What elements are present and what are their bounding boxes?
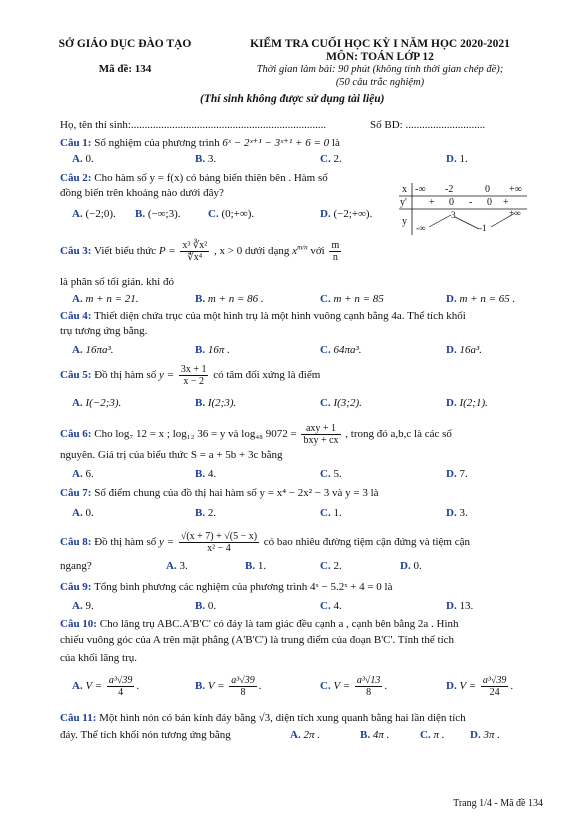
question-1 — [60, 136, 340, 149]
page-footer: Trang 1/4 - Mã đề 134 — [453, 798, 543, 809]
question-3-line-2: là phân số tối giản. khi đó — [60, 276, 174, 288]
question-count: (50 câu trắc nghiệm) — [335, 77, 425, 88]
student-name-field: Họ, tên thí sinh:....................................................................... — [60, 119, 327, 131]
exam-code: Mã đề: 134 — [98, 63, 152, 75]
question-10-line-2: chiếu vuông góc của A trên mặt phẳng (A'B'C') là trung điểm của đoạn B'C'. Tính thể tích — [60, 634, 455, 646]
exam-time: Thời gian làm bài: 90 phút (không tính thời gian chép đề); — [256, 64, 504, 75]
answer-b: B. m + n = 86 . — [195, 293, 264, 305]
table-derivative-sign: - — [469, 197, 473, 208]
answer-b: B. 16π . — [195, 344, 230, 356]
answer-b: B. 4. — [195, 468, 217, 480]
department-name: SỞ GIÁO DỤC ĐÀO TẠO — [58, 38, 192, 50]
student-id-field: Số BD: ............................. — [370, 119, 486, 131]
answer-a: A. (−2;0). — [72, 208, 116, 220]
question-text: Số nghiệm của phương trình — [94, 137, 220, 149]
table-x-value: -2 — [445, 184, 454, 195]
answer-b: B. I(2;3). — [195, 397, 237, 409]
table-x-value: 0 — [485, 184, 490, 195]
table-derivative-sign: 0 — [449, 197, 454, 208]
answer-c: C. 4. — [320, 600, 342, 612]
answer-a: A. 9. — [72, 600, 94, 612]
answer-c: C. V = $\frac{\text{a³√13}}{8}$ . — [320, 675, 388, 698]
answer-c: C. 2. — [320, 560, 342, 572]
table-derivative-sign: 0 — [487, 197, 492, 208]
subject-title: MÔN: TOÁN LỚP 12 — [326, 51, 434, 63]
question-3: Câu 3: Viết biểu thức P = $\frac{\text{x³ ∛x²}}{\text{∜x⁴}}$ , x > 0 dưới dạng $x^{m/n}$ với $\frac{m}{n}$ — [60, 240, 340, 263]
question-label: Câu 1: — [60, 137, 92, 149]
question-2-line-2: đồng biến trên khoảng nào dưới đây? — [60, 187, 224, 199]
answer-a: A. 0. — [72, 153, 94, 165]
answer-a: A. m + n = 21. — [72, 293, 139, 305]
question-6-line-2: nguyên. Giá trị của biểu thức S = a + 5b + 3c bằng — [60, 449, 283, 461]
function-fraction: $\frac{3x + 1}{x - 2}$ — [180, 364, 207, 387]
table-y-value: 3 — [451, 210, 456, 220]
answer-c: C. 64πa³. — [320, 344, 362, 356]
question-11: Câu 11: Một hình nón có bán kính đáy bằng √3, diện tích xung quanh bằng hai lần diện tích — [60, 712, 466, 724]
log-fraction: $\frac{\text{axy + 1}}{\text{bxy + cx}}$ — [303, 423, 339, 446]
answer-a: A. 0. — [72, 507, 94, 519]
question-6: Câu 6: Cho log₇ 12 = x ; log₁₂ 36 = y và log₄₈ 9072 = $\frac{\text{axy + 1}}{\text{bxy + cx}}$ , trong đó a,b,c là các số — [60, 423, 452, 446]
question-9: Câu 9: Tổng bình phương các nghiệm của phương trình 4ˣ − 5.2ˣ + 4 = 0 là — [60, 581, 393, 593]
answer-c: C. m + n = 85 — [320, 293, 384, 305]
answer-c: C. 1. — [320, 507, 342, 519]
answer-c: C. (0;+∞). — [208, 208, 255, 220]
exponent-fraction: $\frac{m}{n}$ — [331, 240, 340, 263]
table-y-value: -∞ — [416, 223, 426, 233]
exam-title: KIỂM TRA CUỐI HỌC KỲ I NĂM HỌC 2020-2021 — [250, 38, 510, 50]
answer-b: B. 2. — [195, 507, 217, 519]
answer-b: B. V = $\frac{\text{a³√39}}{8}$ . — [195, 675, 262, 698]
question-2: Câu 2: Cho hàm số y = f(x) có bảng biến thiên bên . Hàm số — [60, 172, 328, 184]
question-8-line-2: ngang? — [60, 560, 92, 572]
answer-b: B. 3. — [195, 153, 217, 165]
answer-d: D. I(2;1). — [446, 397, 488, 409]
variation-table — [399, 183, 527, 235]
expression-fraction: $\frac{\text{x³ ∛x²}}{\text{∜x⁴}}$ — [182, 240, 208, 263]
table-y-label: y — [402, 216, 407, 227]
answer-d: D. 16a³. — [446, 344, 483, 356]
function-fraction: $\frac{√(x + 7) + √(5 - x)}{\text{x² − 4}}$ — [180, 531, 258, 554]
answer-a: A. V = $\frac{\text{a³√39}}{4}$ . — [72, 675, 140, 698]
question-5: Câu 5: Đồ thị hàm số y = $\frac{3x + 1}{x - 2}$ có tâm đối xứng là điểm — [60, 364, 321, 387]
answer-d: D. V = $\frac{\text{a³√39}}{24}$ . — [446, 675, 514, 698]
answer-a: A. 2π . — [290, 729, 320, 741]
question-11-line-2: đáy. Thể tích khối nón tương ứng bằng — [60, 729, 231, 741]
table-yprime-label: y' — [400, 197, 407, 208]
answer-c: C. π . — [420, 729, 445, 741]
answer-d: D. 1. — [446, 153, 468, 165]
question-10: Câu 10: Cho lăng trụ ABC.A'B'C' có đáy là tam giác đều cạnh a , cạnh bên bằng 2a . Hình — [60, 618, 459, 630]
answer-a: A. 16πa³. — [72, 344, 114, 356]
answer-b: B. 1. — [245, 560, 267, 572]
table-x-value: +∞ — [509, 184, 522, 195]
question-4: Câu 4: Thiết diện chứa trục của một hình trụ là một hình vuông cạnh bằng 4a. Thể tích khối — [60, 310, 466, 322]
answer-d: D. m + n = 65 . — [446, 293, 516, 305]
question-7: Câu 7: Số điểm chung của đồ thị hai hàm số y = x⁴ − 2x² − 3 và y = 3 là — [60, 487, 379, 499]
answer-a: A. 6. — [72, 468, 94, 480]
answer-b: B. 4π . — [360, 729, 390, 741]
question-tail: là — [331, 137, 340, 149]
answer-d: D. 7. — [446, 468, 468, 480]
answer-d: D. 3. — [446, 507, 468, 519]
answer-d: D. 0. — [400, 560, 422, 572]
table-y-value: +∞ — [509, 208, 521, 218]
answer-b: B. (−∞;3). — [135, 208, 181, 220]
answer-d: D. 3π . — [470, 729, 500, 741]
answer-c: C. I(3;2). — [320, 397, 362, 409]
exam-note: (Thí sinh không được sử dụng tài liệu) — [200, 93, 385, 105]
answer-c: C. 5. — [320, 468, 342, 480]
answer-d: D. 13. — [446, 600, 474, 612]
table-x-label: x — [402, 184, 407, 195]
question-4-line-2: trụ tương ứng bằng. — [60, 325, 148, 337]
answer-c: C. 2. — [320, 153, 342, 165]
question-8: Câu 8: Đồ thị hàm số y = $\frac{√(x + 7) + √(5 - x)}{\text{x² − 4}}$ có bao nhiêu đường tiệm cận đứng và tiệm cận — [60, 531, 471, 554]
question-10-line-3: của khối lăng trụ. — [60, 652, 137, 664]
answer-a: A. I(−2;3). — [72, 397, 122, 409]
table-derivative-sign: + — [503, 197, 509, 208]
answer-b: B. 0. — [195, 600, 217, 612]
table-x-value: -∞ — [415, 184, 426, 195]
equation: 6ˣ − 2ˣ⁺¹ − 3ˣ⁺¹ + 6 = 0 — [222, 137, 330, 149]
answer-a: A. 3. — [166, 560, 188, 572]
table-y-value: -1 — [479, 223, 487, 233]
answer-d: D. (−2;+∞). — [320, 208, 373, 220]
table-derivative-sign: + — [429, 197, 435, 208]
